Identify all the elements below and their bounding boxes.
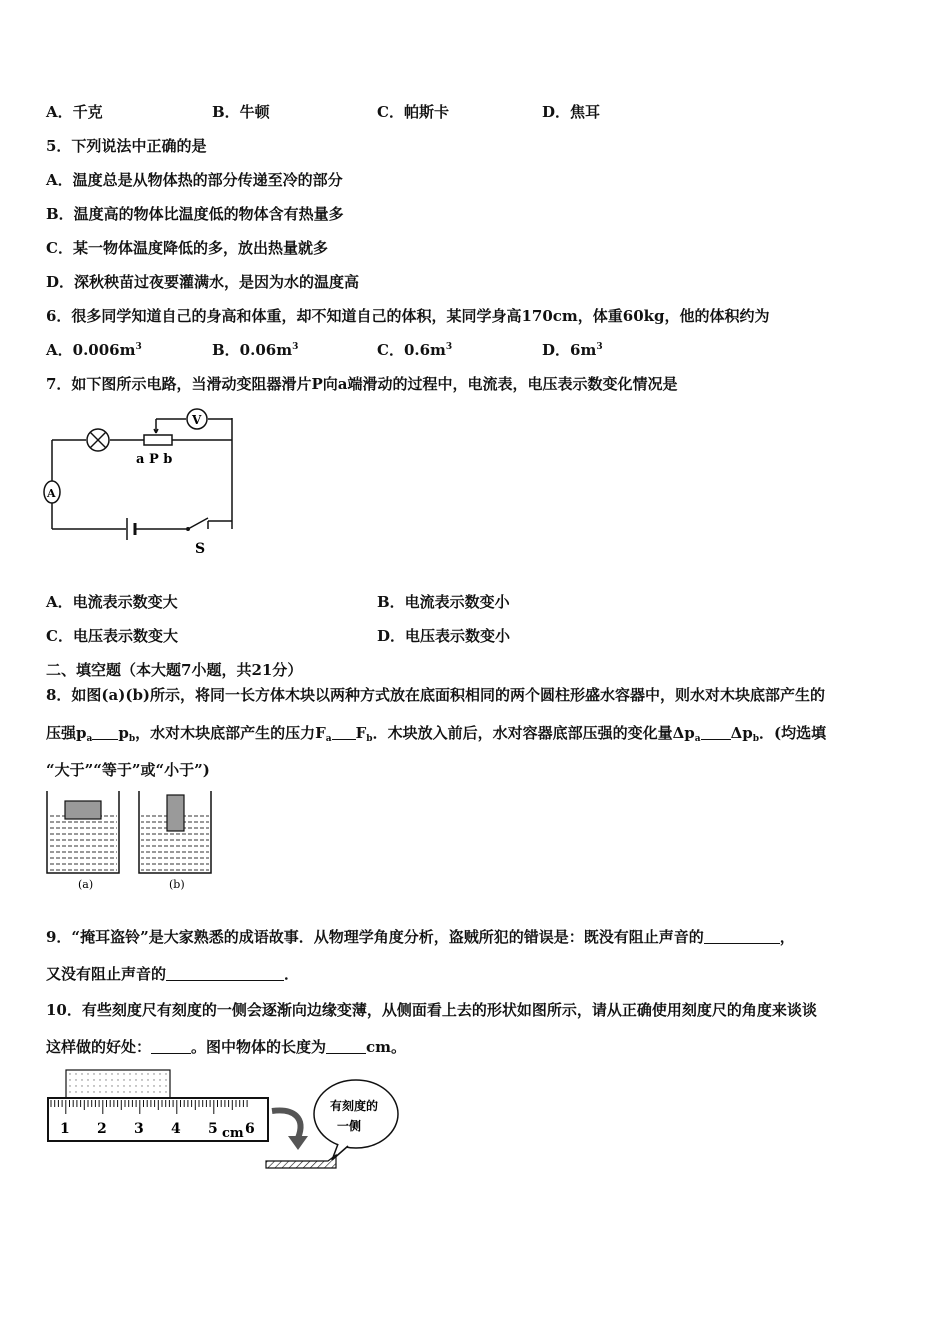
ruler-tick-label: 2 xyxy=(97,1121,107,1137)
rheostat-icon xyxy=(144,435,172,445)
q8-line2: 压强$p_a$ $p_b$，水对木块底部产生的压力$F_a$ $F_b$．木块放入前后，水对容器底部压强的变化量$\Delta p_a$ $\Delta p_b$．(均选填 xyxy=(46,724,827,744)
ruler-tick-label: 4 xyxy=(171,1121,181,1137)
q7-stem: 7．如下图所示电路，当滑动变阻器滑片P向a端滑动的过程中，电流表，电压表示数变化情况是 xyxy=(46,375,678,393)
container-b xyxy=(139,791,211,873)
voltmeter-label: V xyxy=(192,413,202,427)
q8-containers-figure xyxy=(44,789,219,894)
rheostat-label: a P b xyxy=(136,452,173,467)
q7-option-c: C．电压表示数变大 xyxy=(46,627,178,645)
q6-option-c: C．$0.6m^3$ xyxy=(377,341,453,359)
switch-label: S xyxy=(195,541,206,557)
q7-option-d: D．电压表示数变小 xyxy=(377,627,511,645)
switch-icon xyxy=(186,518,208,531)
q7-option-a: A．电流表示数变大 xyxy=(46,593,178,611)
q6-stem: 6．很多同学知道自己的身高和体重，却不知道自己的体积，某同学身高170cm，体重60kg，他的体积约为 xyxy=(46,307,770,325)
q8-blank-3[interactable] xyxy=(701,725,731,740)
q10-line2: 这样做的好处： 。图中物体的长度为 cm。 xyxy=(46,1038,407,1056)
measured-object xyxy=(66,1070,170,1098)
curved-arrow-icon xyxy=(272,1110,308,1150)
q9-line2: 又没有阻止声音的 ． xyxy=(46,965,300,983)
q6-option-b: B．$0.06m^3$ xyxy=(212,341,299,359)
q5-option-a: A．温度总是从物体热的部分传递至冷的部分 xyxy=(46,171,343,189)
q4-option-d: D．焦耳 xyxy=(542,103,601,121)
block-horizontal xyxy=(65,801,101,819)
q8-line3: “大于”“等于”或“小于”) xyxy=(46,761,210,779)
q8-blank-1[interactable] xyxy=(92,725,118,740)
lamp-icon xyxy=(87,429,109,451)
ammeter-icon xyxy=(44,481,60,503)
q5-option-c: C．某一物体温度降低的多，放出热量就多 xyxy=(46,239,328,257)
q4-option-b: B．牛顿 xyxy=(212,103,270,121)
q4-option-a: A．千克 xyxy=(46,103,103,121)
q10-blank-1[interactable] xyxy=(151,1039,191,1054)
q5-option-d: D．深秋秧苗过夜要灌满水，是因为水的温度高 xyxy=(46,273,360,291)
q7-circuit-diagram xyxy=(40,405,250,560)
ruler-unit: cm xyxy=(222,1126,244,1141)
battery-icon xyxy=(127,518,135,540)
q10-blank-2[interactable] xyxy=(326,1039,366,1054)
q9-line1: 9．“掩耳盗铃”是大家熟悉的成语故事．从物理学角度分析，盗贼所犯的错误是：既没有阻止声音的 ， xyxy=(46,928,795,946)
q5-stem: 5．下列说法中正确的是 xyxy=(46,137,207,155)
q7-option-b: B．电流表示数变小 xyxy=(377,593,510,611)
q10-ruler-figure xyxy=(44,1066,404,1178)
q9-blank-2[interactable] xyxy=(166,966,284,981)
ruler-tick-label: 1 xyxy=(60,1121,70,1137)
q10-line1: 10．有些刻度尺有刻度的一侧会逐渐向边缘变薄，从侧面看上去的形状如图所示，请从正确使用刻度尺的角度来谈谈 xyxy=(46,1001,817,1019)
container-a xyxy=(47,791,119,873)
block-vertical xyxy=(167,795,184,831)
q8-line1: 8．如图(a)(b)所示，将同一长方体木块以两种方式放在底面积相同的两个圆柱形盛水容器中，则水对木块底部产生的 xyxy=(46,686,826,704)
fig-label-a: (a) xyxy=(78,878,94,891)
voltmeter-icon xyxy=(187,409,207,429)
fig-label-b: (b) xyxy=(169,878,185,891)
q6-option-a: A．$0.006m^3$ xyxy=(46,341,142,359)
q4-option-c: C．帕斯卡 xyxy=(377,103,449,121)
ruler-side-profile xyxy=(266,1155,336,1168)
section-heading: 二、填空题（本大题7小题，共21分） xyxy=(46,661,303,679)
q9-blank-1[interactable] xyxy=(704,929,780,944)
callout-text-2: 一侧 xyxy=(337,1119,362,1133)
callout-text-1: 有刻度的 xyxy=(330,1099,379,1113)
ruler-tick-label: 5 xyxy=(208,1121,218,1137)
ammeter-label: A xyxy=(47,487,56,500)
ruler-tick-label: 6 xyxy=(245,1121,255,1137)
ruler-tick-label: 3 xyxy=(134,1121,144,1137)
q6-option-d: D．$6m^3$ xyxy=(542,341,603,359)
q5-option-b: B．温度高的物体比温度低的物体含有热量多 xyxy=(46,205,344,223)
q8-blank-2[interactable] xyxy=(332,725,356,740)
